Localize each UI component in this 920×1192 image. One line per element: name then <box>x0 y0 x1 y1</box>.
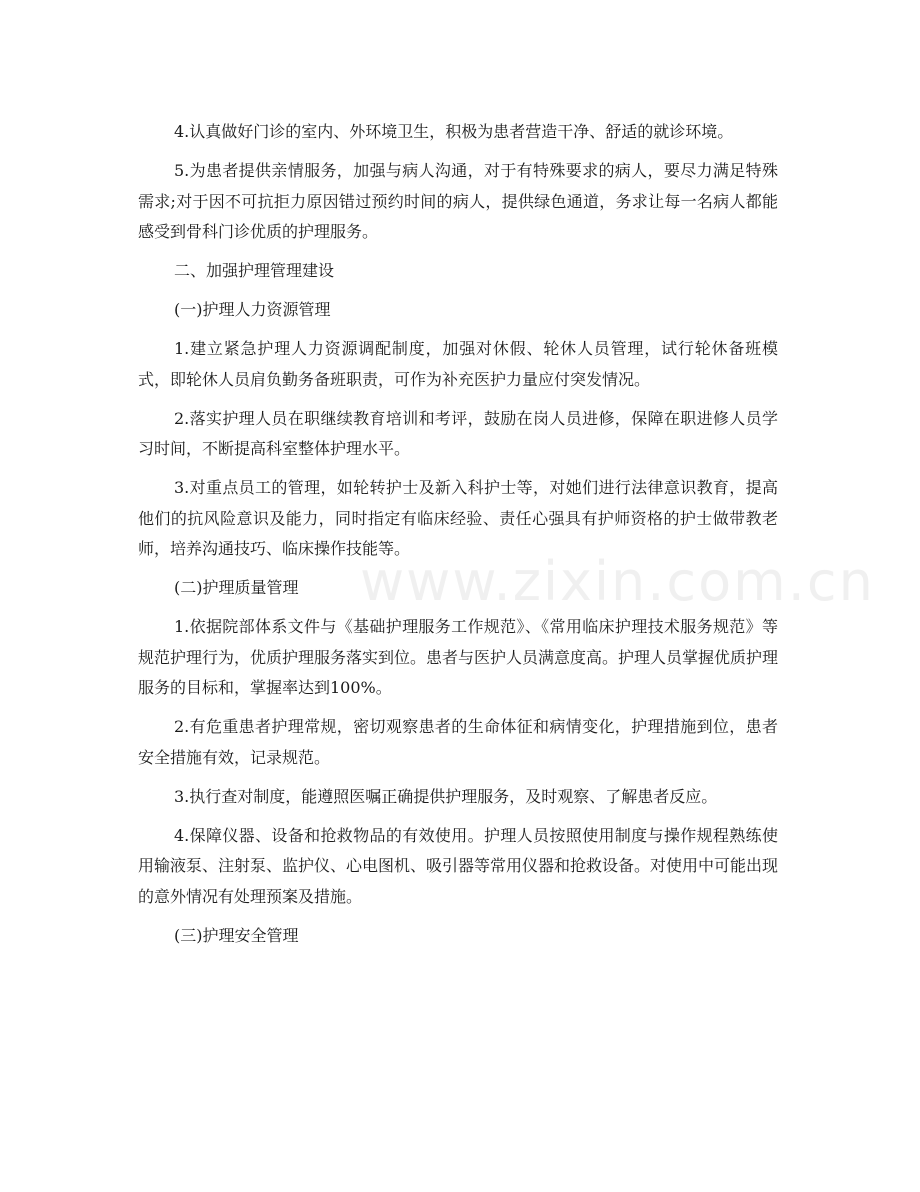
paragraph: 3.对重点员工的管理，如轮转护士及新入科护士等，对她们进行法律意识教育，提高他们的抗风险意识及能力，同时指定有临床经验、责任心强具有护师资格的护士做带教老师，培养沟通技巧、临床操作技能等。 <box>138 478 778 558</box>
paragraph: 3.执行查对制度，能遵照医嘱正确提供护理服务，及时观察、了解患者反应。 <box>174 786 718 806</box>
paragraph: 2.有危重患者护理常规，密切观察患者的生命体征和病情变化，护理措施到位，患者安全措施有效，记录规范。 <box>138 717 778 767</box>
paragraph: 1.建立紧急护理人力资源调配制度，加强对休假、轮休人员管理，试行轮休备班模式，即轮休人员肩负勤务备班职责，可作为补充医护力量应付突发情况。 <box>138 339 778 389</box>
paragraph: 1.依据院部体系文件与《基础护理服务工作规范》、《常用临床护理技术服务规范》等规范护理行为，优质护理服务落实到位。患者与医护人员满意度高。护理人员掌握优质护理服务的目标和，掌握率达到100%。 <box>138 617 779 697</box>
subsection-heading: (一)护理人力资源管理 <box>174 300 331 319</box>
subsection-heading: (三)护理安全管理 <box>174 925 299 945</box>
subsection-heading: (二)护理质量管理 <box>174 578 299 597</box>
paragraph: 5.为患者提供亲情服务，加强与病人沟通，对于有特殊要求的病人，要尽力满足特殊需求;对于因不可抗拒力原因错过预约时间的病人，提供绿色通道，务求让每一名病人都能感受到骨科门诊优质的护理服务。 <box>138 161 778 241</box>
watermark: www.zixin.com.cn <box>360 550 875 613</box>
paragraph: 2.落实护理人员在职继续教育培训和考评，鼓励在岗人员进修，保障在职进修人员学习时间，不断提高科室整体护理水平。 <box>138 408 778 458</box>
paragraph: 4.认真做好门诊的室内、外环境卫生，积极为患者营造干净、舒适的就诊环境。 <box>174 122 734 141</box>
section-heading: 二、加强护理管理建设 <box>174 261 335 280</box>
paragraph: 4.保障仪器、设备和抢救物品的有效使用。护理人员按照使用制度与操作规程熟练使用输液泵、注射泵、监护仪、心电图机、吸引器等常用仪器和抢救设备。对使用中可能出现的意外情况有处理预案及措施。 <box>138 825 779 906</box>
document-body <box>138 117 778 960</box>
